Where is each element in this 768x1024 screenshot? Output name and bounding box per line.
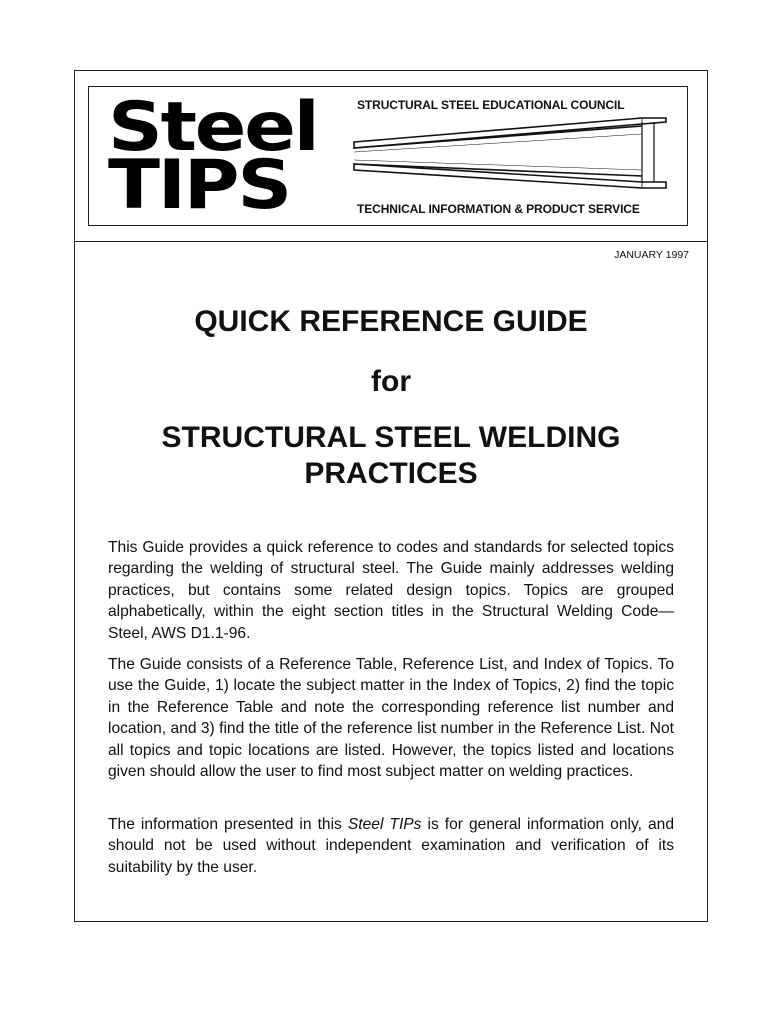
page-subtitle xyxy=(74,420,708,492)
title-connector: for xyxy=(371,365,411,398)
disclaimer-text-end: is for general information only, and should not be used without independent examination and verification of its suitability by the user. xyxy=(108,816,674,876)
disclaimer-publication-name: Steel TIPs xyxy=(347,816,422,833)
usage-paragraph: The Guide consists of a Reference Table, Reference List, and Index of Topics. To use the Guide, 1) locate the subject matter in the Index of Topics, 2) find the topic in the Reference Table and note the corresponding reference list number and location, and 3) find the title of the reference list number in the Reference List. Not all topics and topic locations are listed. However, the topics listed and locations given should allow the user to find most subject matter on welding practices. xyxy=(108,656,674,781)
disclaimer-paragraph xyxy=(108,814,674,878)
logo-tips: TIPS xyxy=(108,146,290,225)
subtitle-line2: PRACTICES xyxy=(304,457,478,490)
logo-steel: Steel xyxy=(108,88,318,167)
page-title: QUICK REFERENCE GUIDE xyxy=(194,305,588,338)
issue-date: JANUARY 1997 xyxy=(614,249,689,261)
council-name: STRUCTURAL STEEL EDUCATIONAL COUNCIL xyxy=(357,98,625,112)
service-name: TECHNICAL INFORMATION & PRODUCT SERVICE xyxy=(357,202,640,216)
intro-paragraph: This Guide provides a quick reference to codes and standards for selected topics regarding the welding of structural steel. The Guide mainly addresses welding practices, but contains some related design topics. Topics are grouped alphabetically, within the eight section titles in the Structural Welding Code—Steel, AWS D1.1-96. xyxy=(108,539,674,642)
i-beam-illustration xyxy=(350,112,672,196)
subtitle-line1: STRUCTURAL STEEL WELDING xyxy=(161,421,621,454)
masthead-divider xyxy=(74,241,708,242)
disclaimer-text-start: The information presented in this xyxy=(108,816,348,833)
